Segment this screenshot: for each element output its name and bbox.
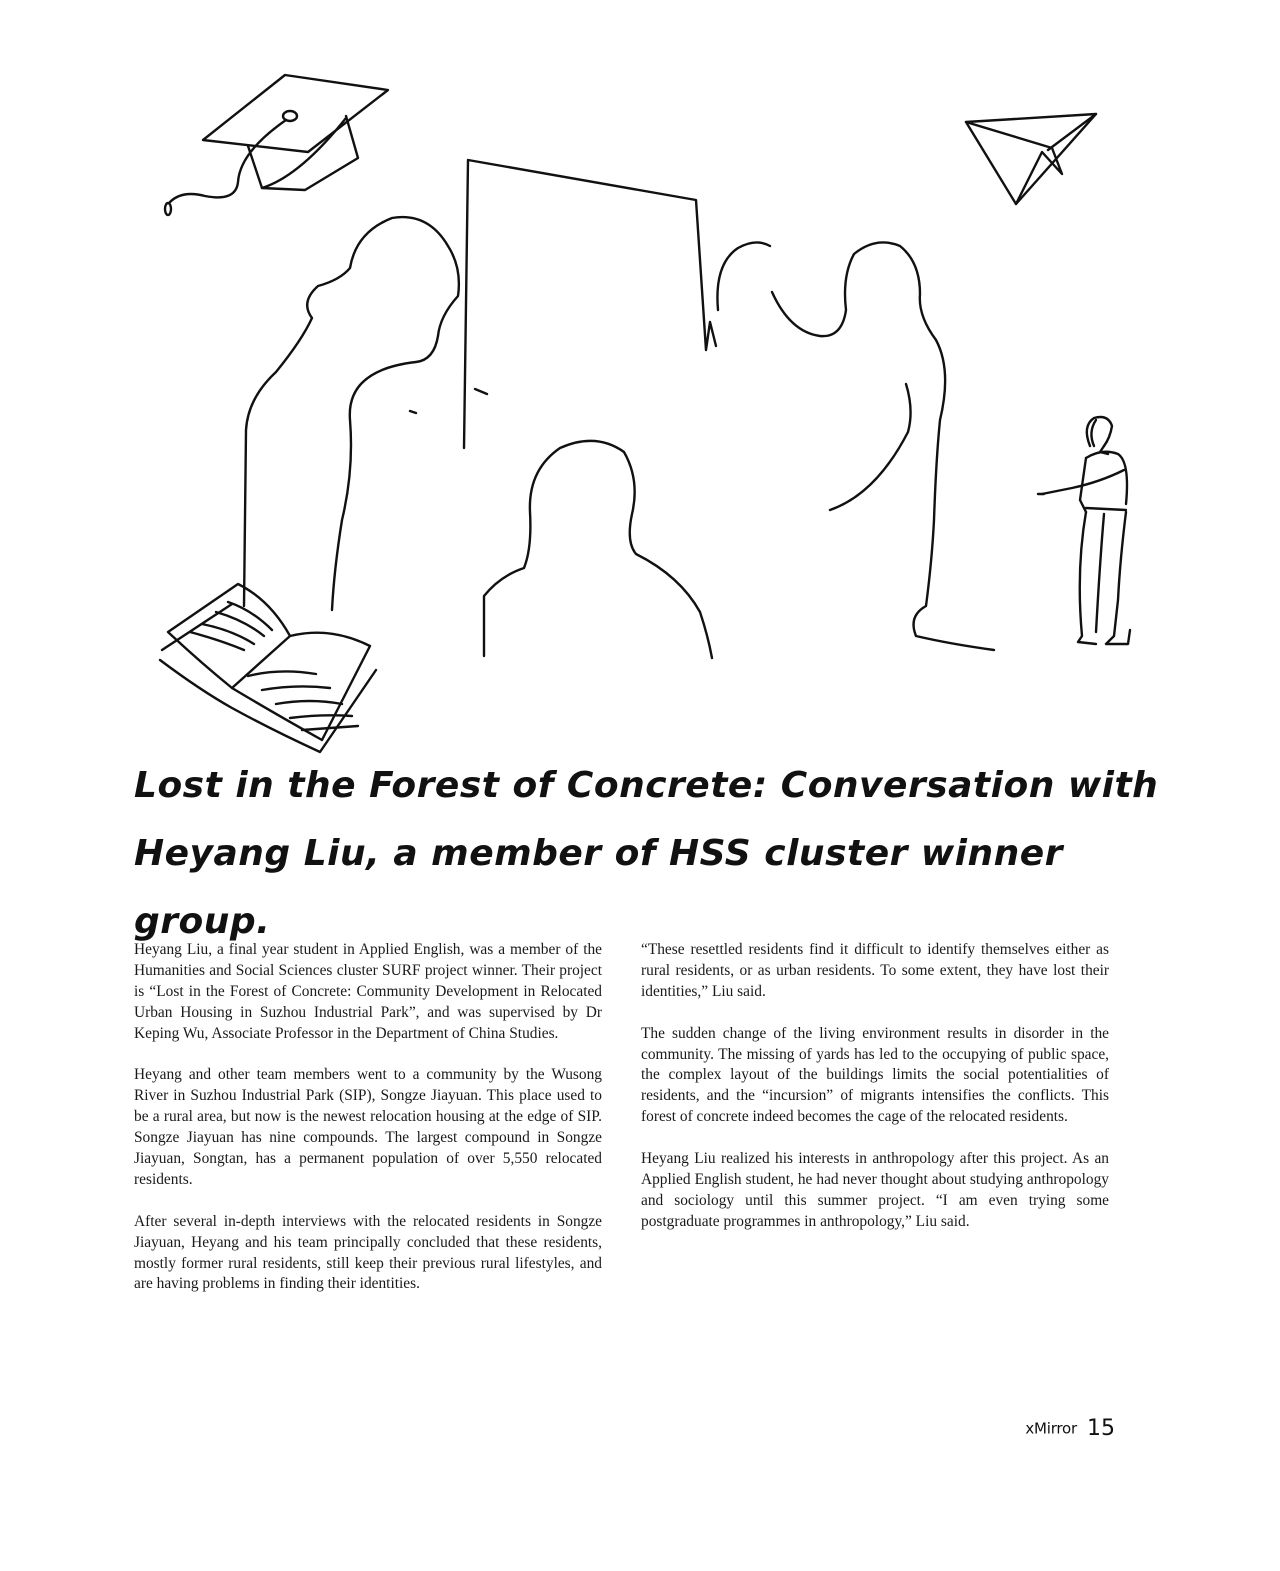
magazine-name: xMirror [1025, 1419, 1077, 1438]
paragraph: “These resettled residents find it difficult to identify themselves either as rural residents, or as urban residents. To some extent, they have lost their identities,” Liu said. [641, 941, 1109, 1000]
paper-plane-icon [966, 114, 1096, 204]
article-column-right [641, 940, 1109, 1254]
person-silhouette-left [244, 217, 459, 610]
line-art-illustration [0, 0, 1280, 760]
paragraph: Heyang Liu, a final year student in Applied English, was a member of the Humanities and Social Sciences cluster SURF project winner. Their project is “Lost in the Forest of Concrete: Community Development in Relocated Urban Housing in Suzhou Industrial Park”, and was supervised by Dr Keping Wu, Associate Professor in the Department of China Studies. [134, 941, 602, 1042]
paragraph: Heyang Liu realized his interests in anthropology after this project. As an Applied English student, he had never thought about studying anthropology and sociology until this summer project. “I am even trying some postgraduate programmes in anthropology,” Liu said. [641, 1150, 1109, 1230]
board-dash-2 [475, 389, 487, 394]
paragraph: Heyang and other team members went to a community by the Wusong River in Suzhou Industrial Park (SIP), Songze Jiayuan. This place used to be a rural area, but now is the newest relocation housing at the edge of SIP. Songze Jiayuan has nine compounds. The largest compound in Songze Jiayuan, Songtan, has a permanent population of over 5,550 relocated residents. [134, 1066, 602, 1188]
person-silhouette-back [717, 242, 770, 310]
person-arm-right [830, 384, 911, 510]
person-silhouette-center [484, 441, 712, 658]
article-title: Lost in the Forest of Concrete: Conversation with Heyang Liu, a member of HSS cluster winner group. [134, 765, 1159, 942]
paragraph: The sudden change of the living environment results in disorder in the community. The missing of yards has led to the occupying of public space, the complex layout of the buildings limits the social potentialities of residents, and the “incursion” of migrants intensifies the conflicts. This forest of concrete indeed becomes the cage of the relocated residents. [641, 1024, 1109, 1126]
open-book-icon [160, 584, 376, 752]
page-number: 15 [1087, 1416, 1115, 1441]
board-outline [464, 160, 716, 448]
graduation-cap-icon [165, 75, 388, 215]
paragraph: After several in-depth interviews with the relocated residents in Songze Jiayuan, Heyang and his team principally concluded that these residents, mostly former rural residents, still keep their previous rural lifestyles, and are having problems in finding their identities. [134, 1212, 602, 1293]
board-dash-1 [410, 411, 416, 413]
page-footer [1000, 1416, 1115, 1441]
person-silhouette-right [772, 242, 994, 650]
article-column-left [134, 940, 602, 1316]
presenter-figure-icon [1038, 417, 1130, 644]
